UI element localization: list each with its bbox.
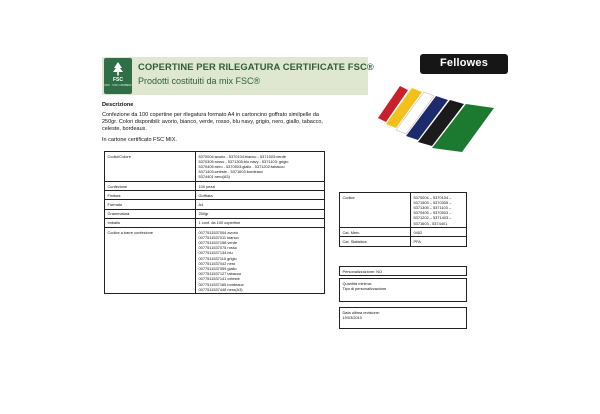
table-row: [105, 182, 325, 191]
page-title: COPERTINE PER RILEGATURA CERTIFICATE FSC®: [138, 61, 374, 72]
fsc-sub: MIX · FSC C008962: [104, 83, 132, 87]
table-row: [105, 228, 325, 294]
quantity-box: [339, 278, 467, 302]
row-key: Finitura: [105, 191, 196, 200]
table-row: [105, 152, 325, 182]
fsc-label: FSC: [113, 77, 123, 83]
revision-date: 19/03/2010: [342, 314, 362, 320]
personalization-text: Personalizzazione: NO: [342, 268, 383, 274]
revision-label: Data ultima revisione:: [342, 309, 380, 315]
row-key: Formato: [105, 200, 196, 209]
main-table: [104, 151, 325, 294]
row-value: 5370004 – 5370104 – 5371503 – 5370305 – 5371305 – 5371103 – 5370405 – 5370503 – 5371202 – 5371403 – 5371603 - 5374401: [411, 193, 467, 228]
description-heading: Descrizione: [102, 102, 134, 108]
table-row: [340, 228, 467, 237]
row-value: PFA: [411, 237, 467, 246]
row-key: Codice a barre confezione: [105, 228, 196, 294]
table-row: [105, 218, 325, 227]
row-value: 0077511537004 avorio 0077511537011 bianco 0077511537158 verde 0077511537075 rosso 0077511537134 blu 0077511537110 grigio 0077511537042 nero 0077511537059 giallo 0077511537127 tabacco 0077511537141 celeste 0077511537165 bordeaux 0077511537448 nero(A3): [196, 228, 325, 294]
description-text: Confezione da 100 copertine per rilegatura formato A4 in cartoncino goffrato similpelle da 250gr. Colori disponibili: avorio, bianco, verde, rosso, blu navy, grigio, nero, giallo, tabacco, celeste, bordeaux.: [102, 112, 323, 132]
row-value: 5370004:avorio - 5370104:bianco - 5371503:verde 5370305:rosso - 5371305:blu navy - 5371103: grigio 5370405:nero - 5370503:giallo - 5371202:tabacco 5371403:celeste - 5371603:bordeaux 5374401:nero(A3): [196, 152, 325, 182]
table-row: [105, 200, 325, 209]
row-key: Codici/Colore: [105, 152, 196, 182]
row-value: 250gr: [196, 209, 325, 218]
row-value: Goffrata: [196, 191, 325, 200]
row-key: Confezione: [105, 182, 196, 191]
row-key: Cat. Statistica: [340, 237, 411, 246]
revision-box: [339, 307, 467, 329]
row-value: 100 pezzi: [196, 182, 325, 191]
table-row: [340, 193, 467, 228]
page-subtitle: Prodotti costituiti da mix FSC®: [138, 76, 261, 86]
table-row: [105, 209, 325, 218]
fellowes-logo: [420, 54, 508, 74]
row-value: 0402: [411, 228, 467, 237]
row-key: Grammatura: [105, 209, 196, 218]
row-key: Cat. Merc.: [340, 228, 411, 237]
row-key: Codice: [340, 193, 411, 228]
fsc-logo: [104, 58, 132, 94]
row-value: A4: [196, 200, 325, 209]
tree-icon: [112, 62, 124, 76]
personalization-type: Tipo di personalizzazione: [342, 285, 387, 291]
table-row: [105, 191, 325, 200]
brand-name: Fellowes: [439, 57, 489, 69]
table-row: [340, 237, 467, 246]
row-value: 1 conf. da 100 copertine: [196, 218, 325, 227]
personalization-box: [339, 266, 467, 276]
row-key: Imballo: [105, 218, 196, 227]
description-note: In cartone certificato FSC MIX.: [102, 137, 177, 143]
covers-image: [372, 78, 500, 154]
side-table: [339, 192, 467, 247]
quantity-label: Quantità minima:: [342, 280, 372, 286]
